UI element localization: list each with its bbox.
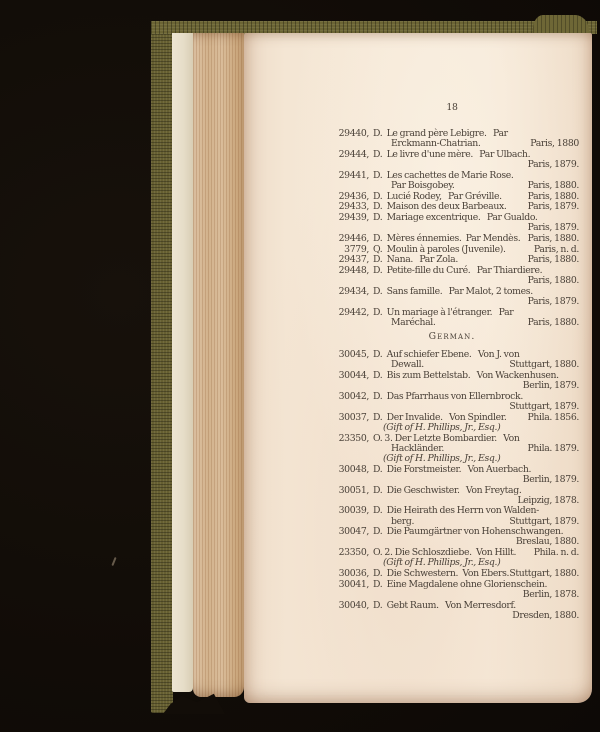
catalog-entry xyxy=(336,129,580,149)
catalog-entry xyxy=(336,213,580,233)
catalog-line xyxy=(336,318,580,328)
catalog-entry xyxy=(336,192,580,202)
catalog-line xyxy=(336,255,580,265)
book-cover-corner xyxy=(533,15,589,35)
entry-imprint: Paris, 1880 xyxy=(530,138,579,150)
entry-imprint: Phila. 1856. xyxy=(527,411,579,423)
entry-title-text: D. Nana. Par Zola. xyxy=(373,254,458,266)
entry-shelf-number: 29437, xyxy=(338,254,369,266)
entry-imprint: Berlin, 1878. xyxy=(522,588,579,600)
entry-shelf-number: 29448, xyxy=(338,265,369,277)
catalog-line xyxy=(336,537,580,547)
entry-shelf-number: 30051, xyxy=(338,484,369,496)
entry-shelf-number: 3779, xyxy=(344,243,369,255)
entry-imprint: Dresden, 1880. xyxy=(512,609,579,621)
entry-imprint: Stuttgart, 1879. xyxy=(509,401,579,413)
catalog-entry xyxy=(336,569,580,579)
catalog-line xyxy=(336,223,580,233)
catalog-entry xyxy=(336,266,580,286)
page-stack-fore-edge xyxy=(193,33,244,697)
endpaper-page-edge xyxy=(172,33,193,692)
entry-title-text: D. Bis zum Bettelstab. Von Wackenhusen. xyxy=(373,370,559,382)
catalog-line xyxy=(336,423,580,433)
entry-imprint: Paris, 1880. xyxy=(527,232,579,244)
entry-imprint: Berlin, 1879. xyxy=(522,473,579,485)
catalog-entry xyxy=(336,255,580,265)
entry-title-text: D. Die Geschwister. Von Freytag. xyxy=(373,484,522,496)
entry-title-text: O. 2. Die Schloszdiebe. Von Hillt. xyxy=(373,547,517,559)
entry-shelf-number: 30042, xyxy=(338,390,369,402)
catalog-entry xyxy=(336,234,580,244)
catalog-entry xyxy=(336,350,580,370)
catalog-line xyxy=(336,139,580,149)
entry-shelf-number: 29436, xyxy=(338,190,369,202)
section-heading: German. xyxy=(428,331,476,343)
entry-title-text: D. Gebt Raum. Von Merresdorf. xyxy=(373,599,516,611)
catalog-line xyxy=(336,160,580,170)
catalog-entry xyxy=(336,171,580,191)
entry-title-text: D. Le grand père Lebigre. Par xyxy=(373,128,508,139)
entry-shelf-number: 30041, xyxy=(338,578,369,590)
entry-shelf-number: 30036, xyxy=(338,568,369,580)
catalog-line xyxy=(336,192,580,202)
catalog-entry xyxy=(336,308,580,328)
catalog-line xyxy=(336,569,580,579)
catalog-entry xyxy=(336,392,580,412)
entry-title-text: D. Lucié Rodey, Par Gréville. xyxy=(373,190,502,202)
entry-title-text: D. Die Forstmeister. Von Auerbach. xyxy=(373,463,532,475)
entry-title-text: Par Boisgobey. xyxy=(391,179,455,191)
catalog-entry xyxy=(336,150,580,170)
catalog-entry xyxy=(336,465,580,485)
catalog-line xyxy=(336,454,580,464)
catalog-line xyxy=(336,276,580,286)
entry-title-text: D. Sans famille. Par Malot, 2 tomes. xyxy=(373,286,533,298)
entry-imprint: Paris, 1879. xyxy=(527,159,579,171)
entry-title-text: D. Un mariage à l'étranger. Par xyxy=(373,306,514,318)
entry-title-text: D. Mariage excentrique. Par Gualdo. xyxy=(373,212,538,224)
entry-title-text: D. Der Invalide. Von Spindler. xyxy=(373,411,507,423)
catalog-line xyxy=(336,181,580,191)
entry-title-text: Erckmann-Chatrian. xyxy=(391,138,481,150)
catalog-entry xyxy=(336,580,580,600)
entry-shelf-number: 23350, xyxy=(338,547,369,559)
catalog-entry xyxy=(336,202,580,212)
entry-imprint: Leipzig, 1878. xyxy=(517,494,579,506)
catalog-entry xyxy=(336,601,580,621)
entry-imprint: Phila. n. d. xyxy=(533,547,579,559)
entry-shelf-number: 29440, xyxy=(338,128,369,139)
entry-imprint: Berlin, 1879. xyxy=(522,380,579,392)
catalog-entry xyxy=(336,413,580,433)
entry-shelf-number: 30044, xyxy=(338,370,369,382)
entry-shelf-number: 30047, xyxy=(338,526,369,538)
entry-title-text: (Gift of H. Phillips, Jr., Esq.) xyxy=(383,557,501,569)
catalog-entry xyxy=(336,506,580,526)
catalog-entry xyxy=(336,548,580,568)
book-page xyxy=(244,33,592,703)
catalog-line xyxy=(336,402,580,412)
entry-imprint: Breslau, 1880. xyxy=(515,536,579,548)
entry-title-text: D. Mères énnemies. Par Mendès. xyxy=(373,232,521,244)
entry-title-text: D. Das Pfarrhaus von Ellernbrock. xyxy=(373,390,523,402)
entry-shelf-number: 29446, xyxy=(338,232,369,244)
entry-imprint: Stuttgart, 1879. xyxy=(509,515,579,527)
entry-title-text: D. Maison des deux Barbeaux. xyxy=(373,201,507,213)
entry-shelf-number: 30040, xyxy=(338,599,369,611)
entry-title-text: D. Die Schwestern. Von Ebers. xyxy=(373,568,510,580)
catalog-line xyxy=(336,360,580,370)
entry-title-text: Q. Moulin à paroles (Juvenile). xyxy=(373,243,506,255)
entry-shelf-number: 29444, xyxy=(338,148,369,160)
entry-shelf-number: 29442, xyxy=(338,306,369,318)
catalog-line xyxy=(336,475,580,485)
entry-title-text: D. Eine Magdalene ohne Glorienschein. xyxy=(373,578,548,590)
entry-shelf-number: 29434, xyxy=(338,286,369,298)
entry-imprint: Stuttgart, 1880. xyxy=(509,568,579,580)
catalog-line xyxy=(336,517,580,527)
catalog-entry xyxy=(336,371,580,391)
entry-imprint: Paris, 1880. xyxy=(527,254,579,266)
entry-imprint: Paris, n. d. xyxy=(533,243,579,255)
catalog-entry xyxy=(336,434,580,464)
page-text-block xyxy=(336,103,580,622)
catalog-line xyxy=(336,496,580,506)
entry-shelf-number: 30037, xyxy=(338,411,369,423)
catalog-line xyxy=(336,202,580,212)
entry-title-text: berg. xyxy=(391,515,415,527)
entry-imprint: Paris, 1879. xyxy=(527,296,579,308)
entry-imprint: Paris, 1880. xyxy=(527,179,579,191)
entry-shelf-number: 30039, xyxy=(338,505,369,517)
entry-title-text: D. Die Heirath des Herrn von Walden- xyxy=(373,505,539,517)
entry-shelf-number: 29441, xyxy=(338,169,369,181)
catalog-entries xyxy=(336,129,580,621)
dust-mark xyxy=(111,557,116,566)
entry-imprint: Phila. 1879. xyxy=(527,442,579,454)
entry-shelf-number: 29433, xyxy=(338,201,369,213)
entry-imprint: Paris, 1880. xyxy=(527,275,579,287)
entry-imprint: Paris, 1879. xyxy=(527,222,579,234)
entry-title-text: D. Die Paumgärtner von Hohenschwangen. xyxy=(373,526,564,538)
catalog-line xyxy=(336,558,580,568)
catalog-entry xyxy=(336,527,580,547)
catalog-line xyxy=(336,590,580,600)
page-number: 18 xyxy=(446,102,458,113)
entry-title-text: Hackländer. xyxy=(391,442,444,454)
entry-title-text: (Gift of H. Phillips, Jr., Esq.) xyxy=(383,452,501,464)
catalog-line xyxy=(336,297,580,307)
entry-title-text: D. Petite-fille du Curé. Par Thiardiere. xyxy=(373,265,543,277)
catalog-entry xyxy=(336,486,580,506)
entry-title-text: D. Les cachettes de Marie Rose. xyxy=(373,169,514,181)
entry-imprint: Paris, 1879. xyxy=(527,201,579,213)
entry-imprint: Paris, 1880. xyxy=(527,317,579,329)
entry-imprint: Paris, 1880. xyxy=(527,190,579,202)
entry-shelf-number: 30045, xyxy=(338,349,369,361)
entry-shelf-number: 30048, xyxy=(338,463,369,475)
entry-title-text: O. 3. Der Letzte Bombardier. Von xyxy=(373,432,520,444)
entry-title-text: D. Le livre d'une mère. Par Ulbach. xyxy=(373,148,531,160)
entry-title-text: D. Auf schiefer Ebene. Von J. von xyxy=(373,349,520,361)
entry-title-text: Dewall. xyxy=(391,359,424,371)
catalog-entry xyxy=(336,245,580,255)
catalog-line xyxy=(336,234,580,244)
catalog-entry xyxy=(336,287,580,307)
entry-shelf-number: 23350, xyxy=(338,432,369,444)
entry-title-text: Maréchal. xyxy=(391,317,436,329)
catalog-line xyxy=(336,381,580,391)
entry-title-text: (Gift of H. Phillips, Jr., Esq.) xyxy=(383,421,501,433)
book-cover-left-edge xyxy=(151,21,173,713)
catalog-line xyxy=(336,611,580,621)
catalog-line xyxy=(336,245,580,255)
entry-shelf-number: 29439, xyxy=(338,212,369,224)
entry-imprint: Stuttgart, 1880. xyxy=(509,359,579,371)
